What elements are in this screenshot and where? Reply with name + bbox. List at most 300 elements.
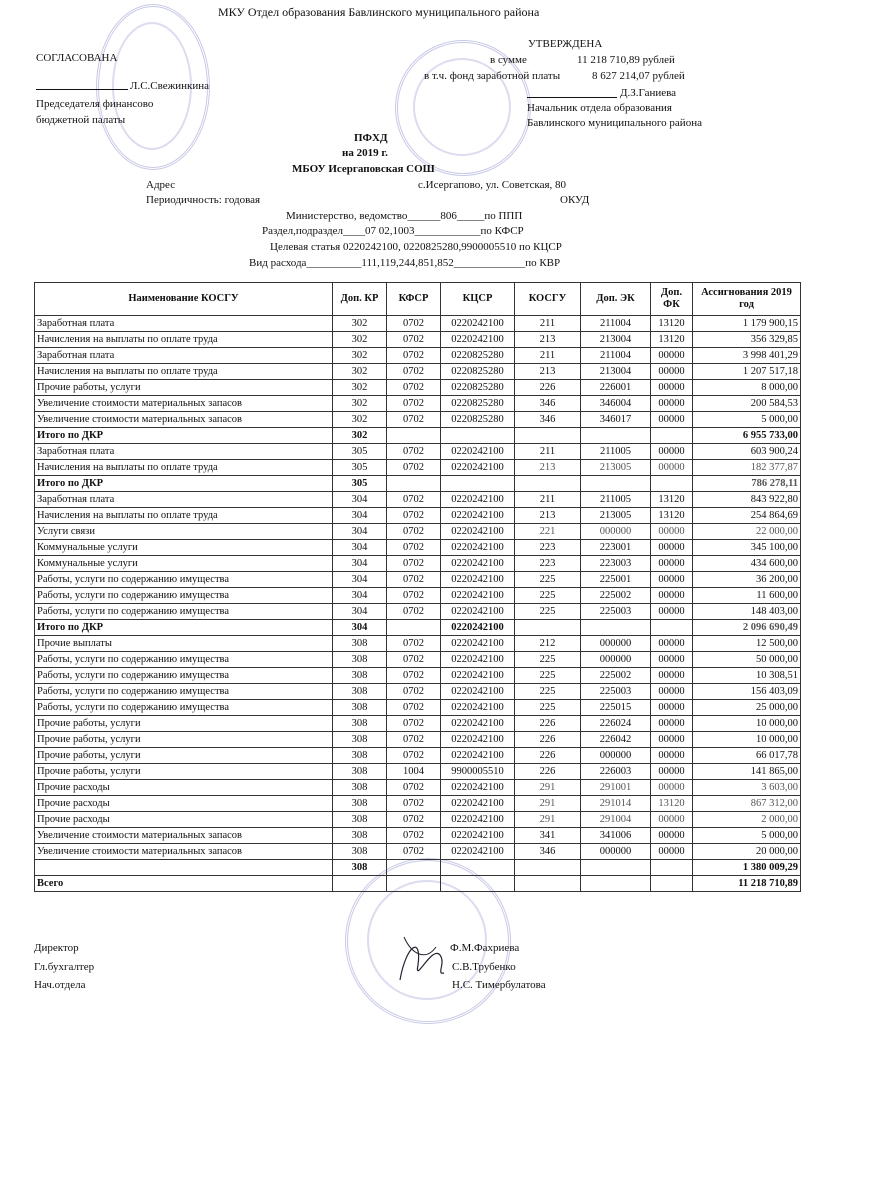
cell-kosgu: 225 bbox=[515, 572, 581, 588]
cell-kfsr: 0702 bbox=[387, 540, 441, 556]
subtotal-row bbox=[35, 620, 801, 636]
cell-kcsr: 0220242100 bbox=[441, 492, 515, 508]
cell-dop-ek: 000000 bbox=[581, 652, 651, 668]
cell-dop-kr: 302 bbox=[333, 380, 387, 396]
cell-dop-fk: 00000 bbox=[651, 588, 693, 604]
cell-dop-fk bbox=[651, 428, 693, 444]
cell-dop-fk: 00000 bbox=[651, 716, 693, 732]
cell-dop-kr: 304 bbox=[333, 540, 387, 556]
cell-amount: 25 000,00 bbox=[693, 700, 801, 716]
table-row bbox=[35, 364, 801, 380]
cell-dop-ek: 000000 bbox=[581, 524, 651, 540]
table-row bbox=[35, 460, 801, 476]
cell-dop-ek: 225003 bbox=[581, 684, 651, 700]
cell-amount: 1 179 900,15 bbox=[693, 316, 801, 332]
cell-kfsr: 0702 bbox=[387, 412, 441, 428]
cell-kcsr: 0220242100 bbox=[441, 668, 515, 684]
table-row bbox=[35, 828, 801, 844]
cell-dop-fk: 00000 bbox=[651, 684, 693, 700]
cell-dop-fk: 00000 bbox=[651, 780, 693, 796]
cell-name: Начисления на выплаты по оплате труда bbox=[35, 460, 333, 476]
cell-kfsr: 0702 bbox=[387, 364, 441, 380]
cell-dop-kr: 302 bbox=[333, 348, 387, 364]
col-header-kcsr: КЦСР bbox=[441, 283, 515, 316]
cell-dop-fk: 00000 bbox=[651, 348, 693, 364]
cell-name: Прочие работы, услуги bbox=[35, 732, 333, 748]
cell-dop-ek: 225002 bbox=[581, 668, 651, 684]
cell-kfsr: 0702 bbox=[387, 812, 441, 828]
cell-kosgu: 225 bbox=[515, 668, 581, 684]
cell-dop-kr: 304 bbox=[333, 508, 387, 524]
cell-kcsr: 0220242100 bbox=[441, 460, 515, 476]
cell-amount: 141 865,00 bbox=[693, 764, 801, 780]
cell-amount: 36 200,00 bbox=[693, 572, 801, 588]
cell-dop-ek: 000000 bbox=[581, 844, 651, 860]
table-row bbox=[35, 316, 801, 332]
cell-dop-fk: 13120 bbox=[651, 492, 693, 508]
cell-name: Работы, услуги по содержанию имущества bbox=[35, 684, 333, 700]
cell-dop-kr: 308 bbox=[333, 780, 387, 796]
cell-kfsr: 0702 bbox=[387, 780, 441, 796]
cell-dop-fk: 00000 bbox=[651, 652, 693, 668]
cell-kcsr: 0220825280 bbox=[441, 380, 515, 396]
cell-amount: 2 000,00 bbox=[693, 812, 801, 828]
cell-kosgu: 226 bbox=[515, 748, 581, 764]
cell-kosgu: 225 bbox=[515, 700, 581, 716]
cell-name: Заработная плата bbox=[35, 444, 333, 460]
cell-dop-kr: 308 bbox=[333, 812, 387, 828]
cell-dop-kr: 308 bbox=[333, 860, 387, 876]
cell-kfsr: 0702 bbox=[387, 332, 441, 348]
cell-amount: 11 600,00 bbox=[693, 588, 801, 604]
cell-dop-ek: 291001 bbox=[581, 780, 651, 796]
cell-name: Начисления на выплаты по оплате труда bbox=[35, 508, 333, 524]
cell-dop-fk: 00000 bbox=[651, 364, 693, 380]
cell-kcsr: 0220242100 bbox=[441, 700, 515, 716]
cell-name: Услуги связи bbox=[35, 524, 333, 540]
cell-name: Заработная плата bbox=[35, 492, 333, 508]
sig-role-accountant: Гл.бухгалтер bbox=[34, 961, 95, 973]
cell-kfsr: 0702 bbox=[387, 556, 441, 572]
table-row bbox=[35, 540, 801, 556]
fund-value: 8 627 214,07 рублей bbox=[592, 70, 685, 82]
col-header-kfsr: КФСР bbox=[387, 283, 441, 316]
sum-value: 11 218 710,89 рублей bbox=[577, 54, 675, 66]
cell-name: Прочие расходы bbox=[35, 796, 333, 812]
col-header-dop-ek: Доп. ЭК bbox=[581, 283, 651, 316]
cell-kosgu: 226 bbox=[515, 380, 581, 396]
cell-dop-kr: 308 bbox=[333, 716, 387, 732]
cell-name: Заработная плата bbox=[35, 348, 333, 364]
table-row bbox=[35, 492, 801, 508]
cell-kcsr bbox=[441, 476, 515, 492]
cell-amount: 182 377,87 bbox=[693, 460, 801, 476]
col-header-name: Наименование КОСГУ bbox=[35, 283, 333, 316]
doc-title: ПФХД bbox=[354, 132, 388, 144]
cell-dop-ek: 211004 bbox=[581, 348, 651, 364]
cell-dop-ek: 211005 bbox=[581, 444, 651, 460]
cell-kfsr: 0702 bbox=[387, 668, 441, 684]
cell-dop-kr: 305 bbox=[333, 476, 387, 492]
cell-dop-fk: 13120 bbox=[651, 508, 693, 524]
table-row bbox=[35, 732, 801, 748]
cell-dop-ek: 223001 bbox=[581, 540, 651, 556]
section-line: Раздел,подраздел____07 02,1003____________по КФСР bbox=[262, 225, 524, 237]
fund-label: в т.ч. фонд заработной платы bbox=[424, 70, 561, 82]
cell-dop-ek: 225015 bbox=[581, 700, 651, 716]
cell-dop-fk: 00000 bbox=[651, 668, 693, 684]
table-row bbox=[35, 412, 801, 428]
sig-name-accountant: С.В.Трубенко bbox=[452, 961, 516, 973]
cell-dop-kr: 302 bbox=[333, 332, 387, 348]
cell-kcsr: 0220825280 bbox=[441, 364, 515, 380]
cell-kfsr bbox=[387, 428, 441, 444]
table-row bbox=[35, 396, 801, 412]
sig-role-director: Директор bbox=[34, 942, 79, 954]
cell-kcsr: 0220242100 bbox=[441, 780, 515, 796]
cell-kcsr: 9900005510 bbox=[441, 764, 515, 780]
cell-kfsr: 0702 bbox=[387, 492, 441, 508]
cell-amount: 5 000,00 bbox=[693, 412, 801, 428]
cell-name: Увеличение стоимости материальных запасов bbox=[35, 844, 333, 860]
cell-dop-fk: 00000 bbox=[651, 444, 693, 460]
cell-dop-kr: 308 bbox=[333, 828, 387, 844]
table-row bbox=[35, 380, 801, 396]
cell-kosgu bbox=[515, 620, 581, 636]
cell-kosgu: 226 bbox=[515, 764, 581, 780]
cell-kcsr: 0220242100 bbox=[441, 652, 515, 668]
cell-dop-fk: 00000 bbox=[651, 828, 693, 844]
cell-dop-ek: 000000 bbox=[581, 748, 651, 764]
cell-amount: 3 603,00 bbox=[693, 780, 801, 796]
cell-dop-kr: 308 bbox=[333, 764, 387, 780]
subtotal-row bbox=[35, 860, 801, 876]
cell-dop-fk: 00000 bbox=[651, 524, 693, 540]
cell-kosgu: 212 bbox=[515, 636, 581, 652]
cell-kfsr: 0702 bbox=[387, 508, 441, 524]
cell-kosgu bbox=[515, 860, 581, 876]
cell-kcsr: 0220242100 bbox=[441, 332, 515, 348]
cell-dop-ek: 213004 bbox=[581, 364, 651, 380]
cell-kfsr: 0702 bbox=[387, 444, 441, 460]
cell-kosgu: 211 bbox=[515, 348, 581, 364]
cell-dop-ek: 291014 bbox=[581, 796, 651, 812]
cell-dop-fk: 00000 bbox=[651, 812, 693, 828]
cell-kosgu: 223 bbox=[515, 540, 581, 556]
cell-kcsr: 0220242100 bbox=[441, 316, 515, 332]
cell-kfsr: 0702 bbox=[387, 796, 441, 812]
cell-dop-ek: 211004 bbox=[581, 316, 651, 332]
cell-amount: 2 096 690,49 bbox=[693, 620, 801, 636]
table-row bbox=[35, 812, 801, 828]
table-row bbox=[35, 668, 801, 684]
cell-kcsr: 0220242100 bbox=[441, 636, 515, 652]
cell-kosgu: 225 bbox=[515, 604, 581, 620]
cell-name: Итого по ДКР bbox=[35, 620, 333, 636]
cell-dop-fk: 00000 bbox=[651, 412, 693, 428]
cell-name: Начисления на выплаты по оплате труда bbox=[35, 364, 333, 380]
cell-dop-ek: 291004 bbox=[581, 812, 651, 828]
soglasovana-role-1: Председателя финансово bbox=[36, 98, 154, 110]
cell-name: Работы, услуги по содержанию имущества bbox=[35, 700, 333, 716]
cell-dop-kr: 302 bbox=[333, 364, 387, 380]
cell-amount: 12 500,00 bbox=[693, 636, 801, 652]
soglasovana-role-2: бюджетной палаты bbox=[36, 114, 126, 126]
cell-kosgu: 213 bbox=[515, 460, 581, 476]
cell-amount: 5 000,00 bbox=[693, 828, 801, 844]
ministry-line: Министерство, ведомство______806_____по ППП bbox=[286, 210, 523, 222]
cell-dop-kr: 308 bbox=[333, 668, 387, 684]
cell-amount: 10 308,51 bbox=[693, 668, 801, 684]
cell-kcsr: 0220242100 bbox=[441, 524, 515, 540]
cell-dop-kr: 308 bbox=[333, 748, 387, 764]
cell-dop-kr: 304 bbox=[333, 620, 387, 636]
col-header-amount: Ассигнования 2019 год bbox=[693, 283, 801, 316]
cell-name: Работы, услуги по содержанию имущества bbox=[35, 604, 333, 620]
cell-kcsr: 0220825280 bbox=[441, 412, 515, 428]
cell-kcsr: 0220242100 bbox=[441, 588, 515, 604]
cell-amount: 50 000,00 bbox=[693, 652, 801, 668]
cell-amount: 345 100,00 bbox=[693, 540, 801, 556]
cell-kosgu: 346 bbox=[515, 412, 581, 428]
cell-kfsr: 0702 bbox=[387, 748, 441, 764]
org-name: МКУ Отдел образования Бавлинского муниципального района bbox=[218, 5, 540, 19]
cell-kcsr: 0220242100 bbox=[441, 508, 515, 524]
cell-dop-fk: 00000 bbox=[651, 460, 693, 476]
cell-dop-kr: 308 bbox=[333, 844, 387, 860]
cell-kfsr: 0702 bbox=[387, 732, 441, 748]
cell-kfsr: 0702 bbox=[387, 844, 441, 860]
cell-dop-kr: 304 bbox=[333, 588, 387, 604]
subtotal-row bbox=[35, 428, 801, 444]
doc-year: на 2019 г. bbox=[342, 147, 388, 159]
approver-name: Д.З.Ганиева bbox=[620, 87, 677, 99]
cell-dop-fk: 00000 bbox=[651, 732, 693, 748]
cell-dop-ek: 226042 bbox=[581, 732, 651, 748]
cell-kfsr bbox=[387, 476, 441, 492]
cell-name: Работы, услуги по содержанию имущества bbox=[35, 572, 333, 588]
cell-kosgu: 291 bbox=[515, 796, 581, 812]
cell-kfsr: 0702 bbox=[387, 524, 441, 540]
cell-dop-fk: 00000 bbox=[651, 556, 693, 572]
cell-kcsr: 0220242100 bbox=[441, 556, 515, 572]
cell-name: Прочие выплаты bbox=[35, 636, 333, 652]
cell-kosgu: 291 bbox=[515, 812, 581, 828]
cell-kosgu: 225 bbox=[515, 652, 581, 668]
cell-amount: 843 922,80 bbox=[693, 492, 801, 508]
approver-signature-line bbox=[527, 97, 617, 98]
cell-kcsr: 0220242100 bbox=[441, 812, 515, 828]
cell-amount: 786 278,11 bbox=[693, 476, 801, 492]
cell-kfsr: 0702 bbox=[387, 572, 441, 588]
table-row bbox=[35, 652, 801, 668]
cell-amount: 1 207 517,18 bbox=[693, 364, 801, 380]
cell-name: Увеличение стоимости материальных запасов bbox=[35, 828, 333, 844]
cell-kosgu: 226 bbox=[515, 732, 581, 748]
cell-kcsr: 0220242100 bbox=[441, 748, 515, 764]
cell-kfsr: 0702 bbox=[387, 588, 441, 604]
cell-dop-fk: 00000 bbox=[651, 700, 693, 716]
cell-dop-fk bbox=[651, 860, 693, 876]
table-row bbox=[35, 796, 801, 812]
cell-kfsr: 0702 bbox=[387, 636, 441, 652]
cell-amount: 3 998 401,29 bbox=[693, 348, 801, 364]
okud-label: ОКУД bbox=[560, 194, 590, 206]
cell-dop-ek: 225001 bbox=[581, 572, 651, 588]
cell-dop-fk: 13120 bbox=[651, 796, 693, 812]
cell-kfsr: 1004 bbox=[387, 764, 441, 780]
cell-dop-kr: 308 bbox=[333, 636, 387, 652]
cell-kfsr: 0702 bbox=[387, 652, 441, 668]
cell-kfsr: 0702 bbox=[387, 716, 441, 732]
cell-kfsr bbox=[387, 620, 441, 636]
cell-kcsr: 0220825280 bbox=[441, 396, 515, 412]
cell-kfsr: 0702 bbox=[387, 828, 441, 844]
grand-total-value: 11 218 710,89 bbox=[693, 876, 801, 892]
sig-name-director: Ф.М.Фахриева bbox=[450, 942, 520, 954]
cell-dop-ek: 226003 bbox=[581, 764, 651, 780]
cell-dop-kr: 308 bbox=[333, 652, 387, 668]
cell-dop-ek bbox=[581, 620, 651, 636]
cell-kcsr bbox=[441, 860, 515, 876]
cell-name: Работы, услуги по содержанию имущества bbox=[35, 652, 333, 668]
cell-name: Итого по ДКР bbox=[35, 428, 333, 444]
cell-name: Коммунальные услуги bbox=[35, 556, 333, 572]
table-header-row bbox=[35, 283, 801, 316]
table-row bbox=[35, 636, 801, 652]
cell-dop-fk bbox=[651, 620, 693, 636]
cell-dop-kr: 308 bbox=[333, 732, 387, 748]
sig-name-department: Н.С. Тимербулатова bbox=[452, 979, 546, 991]
cell-kosgu: 211 bbox=[515, 444, 581, 460]
cell-dop-ek: 225003 bbox=[581, 604, 651, 620]
cell-kosgu: 225 bbox=[515, 588, 581, 604]
cell-dop-ek: 000000 bbox=[581, 636, 651, 652]
table-row bbox=[35, 524, 801, 540]
cell-amount: 356 329,85 bbox=[693, 332, 801, 348]
cell-name: Прочие работы, услуги bbox=[35, 380, 333, 396]
cell-name: Заработная плата bbox=[35, 316, 333, 332]
grand-total-label: Всего bbox=[35, 876, 333, 892]
cell-name: Работы, услуги по содержанию имущества bbox=[35, 588, 333, 604]
utverzhdena-label: УТВЕРЖДЕНА bbox=[528, 38, 603, 50]
expense-line: Вид расхода__________111,119,244,851,852_____________по КВР bbox=[249, 257, 561, 269]
cell-dop-fk: 13120 bbox=[651, 332, 693, 348]
approver-role-1: Начальник отдела образования bbox=[527, 102, 672, 114]
cell-name: Прочие расходы bbox=[35, 780, 333, 796]
cell-name: Прочие работы, услуги bbox=[35, 748, 333, 764]
cell-dop-kr: 302 bbox=[333, 316, 387, 332]
cell-dop-fk: 00000 bbox=[651, 764, 693, 780]
cell-amount: 10 000,00 bbox=[693, 732, 801, 748]
cell-name: Прочие работы, услуги bbox=[35, 716, 333, 732]
cell-dop-ek: 213004 bbox=[581, 332, 651, 348]
cell-amount: 6 955 733,00 bbox=[693, 428, 801, 444]
table-row bbox=[35, 508, 801, 524]
cell-dop-kr: 308 bbox=[333, 796, 387, 812]
cell-kosgu: 211 bbox=[515, 316, 581, 332]
cell-amount: 10 000,00 bbox=[693, 716, 801, 732]
cell-kosgu: 213 bbox=[515, 508, 581, 524]
cell-name: Итого по ДКР bbox=[35, 476, 333, 492]
cell-dop-kr: 305 bbox=[333, 460, 387, 476]
table-row bbox=[35, 332, 801, 348]
cell-dop-ek bbox=[581, 860, 651, 876]
cell-dop-ek: 346004 bbox=[581, 396, 651, 412]
cell-kcsr: 0220242100 bbox=[441, 732, 515, 748]
cell-amount: 867 312,00 bbox=[693, 796, 801, 812]
periodicity: Периодичность: годовая bbox=[146, 194, 261, 206]
cell-kcsr: 0220242100 bbox=[441, 604, 515, 620]
cell-kosgu: 226 bbox=[515, 716, 581, 732]
cell-kcsr: 0220242100 bbox=[441, 684, 515, 700]
subtotal-row bbox=[35, 476, 801, 492]
cell-kfsr bbox=[387, 860, 441, 876]
cell-amount: 434 600,00 bbox=[693, 556, 801, 572]
cell-name: Прочие расходы bbox=[35, 812, 333, 828]
cell-kosgu: 221 bbox=[515, 524, 581, 540]
cell-kosgu bbox=[515, 428, 581, 444]
soglasovana-label: СОГЛАСОВАНА bbox=[36, 52, 118, 64]
cell-dop-kr: 304 bbox=[333, 572, 387, 588]
cell-kcsr: 0220242100 bbox=[441, 540, 515, 556]
handwritten-signature bbox=[392, 925, 452, 995]
cell-dop-ek: 211005 bbox=[581, 492, 651, 508]
cell-kcsr: 0220242100 bbox=[441, 844, 515, 860]
cell-amount: 254 864,69 bbox=[693, 508, 801, 524]
cell-kfsr: 0702 bbox=[387, 700, 441, 716]
table-row bbox=[35, 780, 801, 796]
cell-dop-kr: 302 bbox=[333, 428, 387, 444]
cell-name bbox=[35, 860, 333, 876]
cell-kosgu bbox=[515, 476, 581, 492]
cell-kosgu: 346 bbox=[515, 844, 581, 860]
cell-dop-ek: 226024 bbox=[581, 716, 651, 732]
cell-kcsr: 0220242100 bbox=[441, 716, 515, 732]
cell-amount: 1 380 009,29 bbox=[693, 860, 801, 876]
cell-kfsr: 0702 bbox=[387, 380, 441, 396]
cell-kosgu: 213 bbox=[515, 332, 581, 348]
col-header-dop-fk: Доп. ФК bbox=[651, 283, 693, 316]
cell-dop-fk: 00000 bbox=[651, 540, 693, 556]
cell-amount: 66 017,78 bbox=[693, 748, 801, 764]
cell-kfsr: 0702 bbox=[387, 604, 441, 620]
school-name: МБОУ Исергаповская СОШ bbox=[292, 163, 435, 175]
cell-kfsr: 0702 bbox=[387, 396, 441, 412]
col-header-dop-kr: Доп. КР bbox=[333, 283, 387, 316]
cell-dop-kr: 302 bbox=[333, 396, 387, 412]
cell-dop-fk: 00000 bbox=[651, 636, 693, 652]
cell-dop-ek: 341006 bbox=[581, 828, 651, 844]
soglasovana-name: Л.С.Свежинкина bbox=[130, 80, 210, 92]
table-row bbox=[35, 444, 801, 460]
cell-dop-kr: 304 bbox=[333, 604, 387, 620]
table-row bbox=[35, 604, 801, 620]
cell-kfsr: 0702 bbox=[387, 684, 441, 700]
address-value: с.Исергапово, ул. Советская, 80 bbox=[418, 179, 567, 191]
cell-name: Прочие работы, услуги bbox=[35, 764, 333, 780]
cell-dop-fk: 00000 bbox=[651, 748, 693, 764]
cell-dop-fk bbox=[651, 476, 693, 492]
cell-dop-fk: 00000 bbox=[651, 380, 693, 396]
cell-dop-ek: 213005 bbox=[581, 460, 651, 476]
cell-dop-ek: 213005 bbox=[581, 508, 651, 524]
cell-dop-ek: 225002 bbox=[581, 588, 651, 604]
cell-kosgu: 223 bbox=[515, 556, 581, 572]
cell-dop-kr: 308 bbox=[333, 700, 387, 716]
table-row bbox=[35, 844, 801, 860]
cell-dop-kr: 308 bbox=[333, 684, 387, 700]
